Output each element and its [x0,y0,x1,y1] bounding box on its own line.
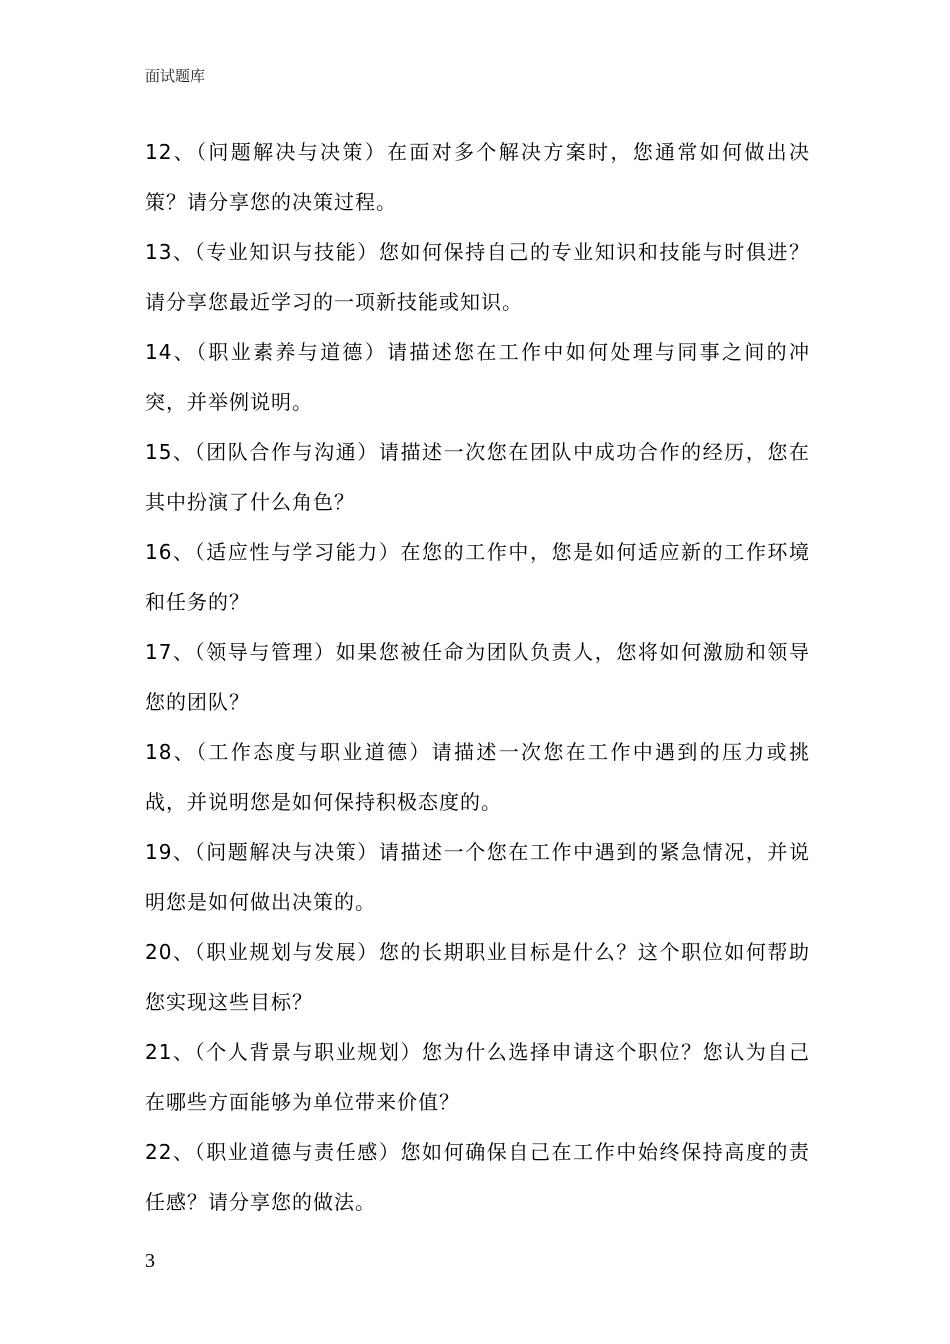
question-item: 22、（职业道德与责任感）您如何确保自己在工作中始终保持高度的责任感？请分享您的做法。 [145,1140,810,1214]
question-item: 21、（个人背景与职业规划）您为什么选择申请这个职位？您认为自己在哪些方面能够为单位带来价值？ [145,1040,810,1114]
question-item: 13、（专业知识与技能）您如何保持自己的专业知识和技能与时俱进？请分享您最近学习的一项新技能或知识。 [145,240,810,314]
question-item: 17、（领导与管理）如果您被任命为团队负责人，您将如何激励和领导您的团队？ [145,640,810,714]
question-item: 16、（适应性与学习能力）在您的工作中，您是如何适应新的工作环境和任务的？ [145,540,810,614]
question-item: 14、（职业素养与道德）请描述您在工作中如何处理与同事之间的冲突，并举例说明。 [145,340,810,414]
page-header-title: 面试题库 [145,67,206,85]
question-item: 12、（问题解决与决策）在面对多个解决方案时，您通常如何做出决策？请分享您的决策过程。 [145,140,810,214]
question-item: 19、（问题解决与决策）请描述一个您在工作中遇到的紧急情况，并说明您是如何做出决策的。 [145,840,810,914]
page-number: 3 [145,1250,155,1272]
question-item: 18、（工作态度与职业道德）请描述一次您在工作中遇到的压力或挑战，并说明您是如何保持积极态度的。 [145,740,810,814]
question-item: 20、（职业规划与发展）您的长期职业目标是什么？这个职位如何帮助您实现这些目标？ [145,940,810,1014]
question-list [145,127,810,1227]
question-item: 15、（团队合作与沟通）请描述一次您在团队中成功合作的经历，您在其中扮演了什么角色？ [145,440,810,514]
